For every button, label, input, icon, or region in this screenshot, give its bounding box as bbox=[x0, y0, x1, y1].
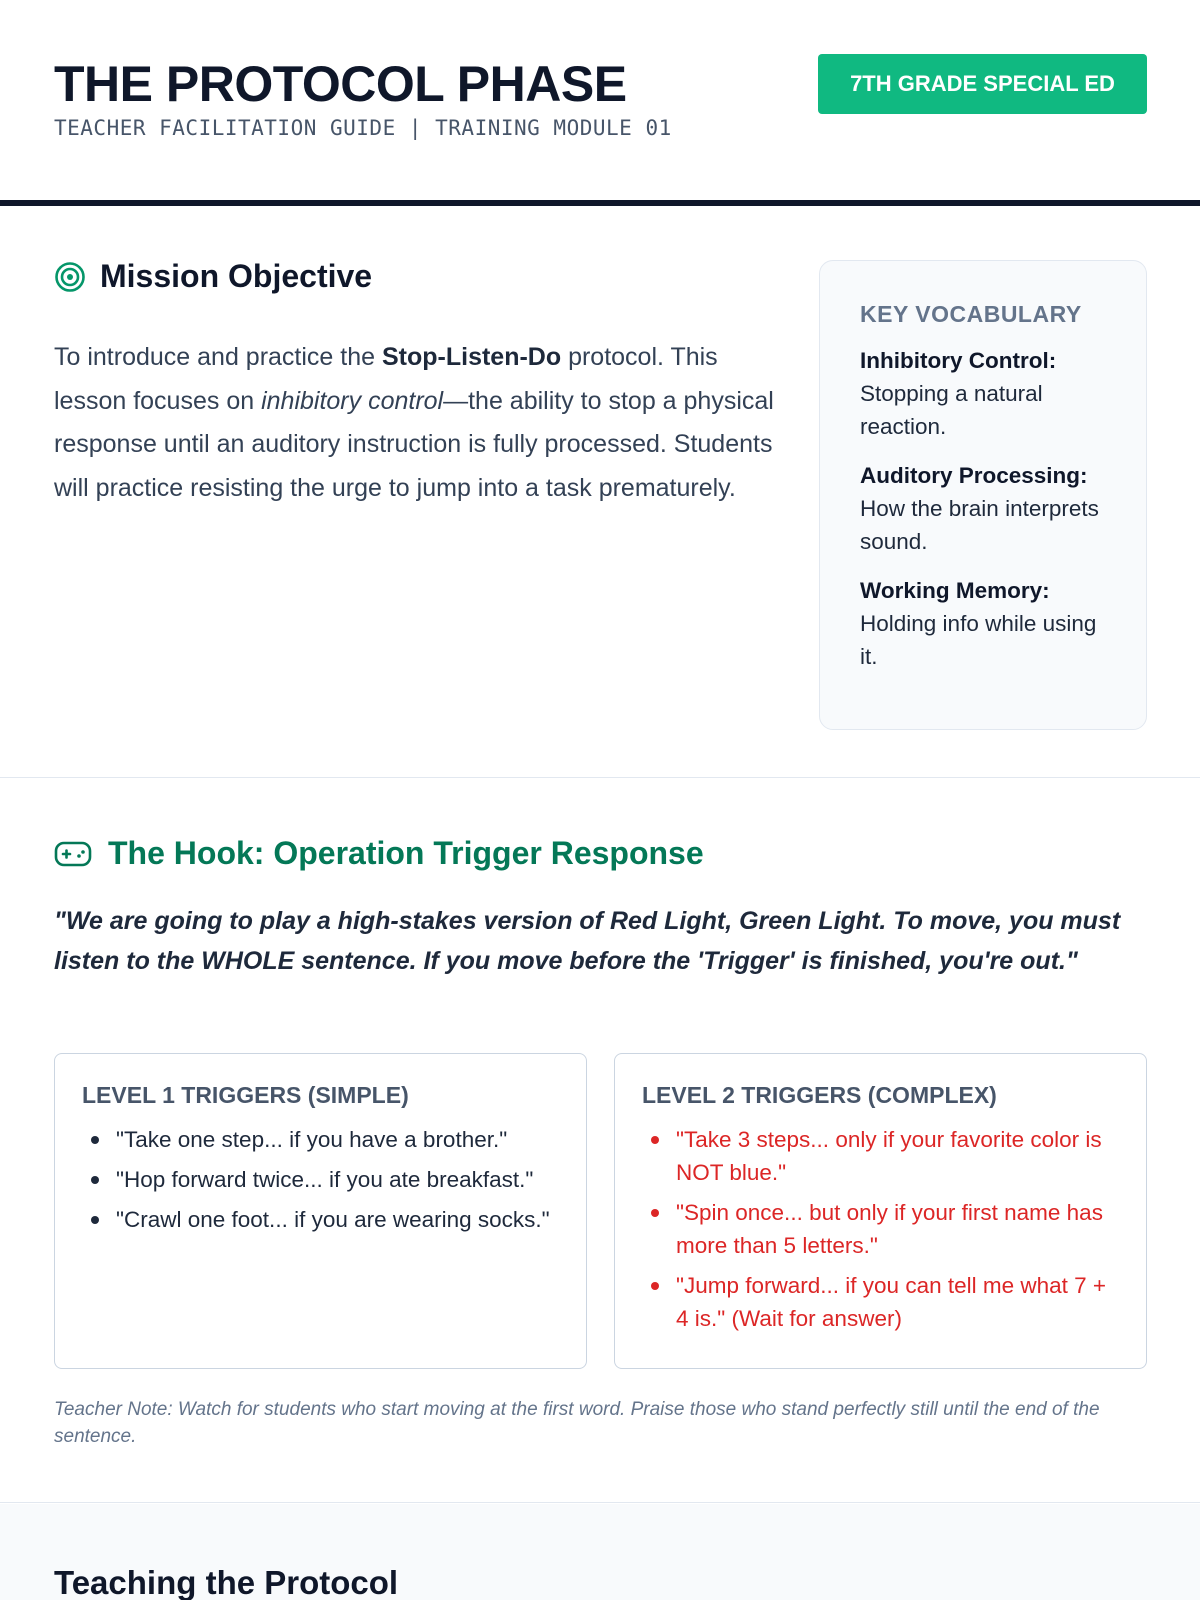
gamepad-icon bbox=[54, 839, 92, 869]
target-icon bbox=[54, 261, 86, 293]
hook-quote: "We are going to play a high-stakes version of Red Light, Green Light. To move, you must listen to the WHOLE sentence. If you move before the 'Trigger' is finished, you're out." bbox=[54, 907, 1121, 975]
teaching-title: Teaching the Protocol bbox=[54, 1564, 399, 1600]
vocab-definition: Stopping a natural reaction. bbox=[860, 381, 1043, 439]
level-1-list bbox=[82, 1123, 559, 1236]
vocab-definition: How the brain interprets sound. bbox=[860, 496, 1099, 554]
vocab-term: Working Memory: bbox=[860, 578, 1050, 603]
teaching-section bbox=[0, 1504, 1200, 1600]
hook-title: The Hook: Operation Trigger Response bbox=[108, 835, 704, 871]
list-item: "Take 3 steps... only if your favorite color is NOT blue." bbox=[642, 1123, 1119, 1189]
protocol-name: Stop-Listen-Do bbox=[381, 343, 562, 371]
vocab-term: Auditory Processing: bbox=[860, 463, 1088, 488]
vocab-item bbox=[860, 344, 1106, 443]
hook-heading bbox=[54, 835, 704, 872]
vocab-item bbox=[860, 574, 1106, 673]
page-subtitle: TEACHER FACILITATION GUIDE | TRAINING MODULE 01 bbox=[54, 116, 672, 140]
mission-objective-heading bbox=[54, 258, 372, 295]
key-vocabulary-title: KEY VOCABULARY bbox=[860, 301, 1082, 327]
list-item: "Spin once... but only if your first name has more than 5 letters." bbox=[642, 1196, 1119, 1262]
vocab-term: Inhibitory Control: bbox=[860, 348, 1057, 373]
list-item: "Take one step... if you have a brother." bbox=[82, 1123, 559, 1156]
grade-badge: 7TH GRADE SPECIAL ED bbox=[818, 54, 1147, 114]
page-header bbox=[0, 0, 1200, 206]
level-1-triggers-card bbox=[54, 1053, 587, 1369]
list-item: "Crawl one foot... if you are wearing socks." bbox=[82, 1203, 559, 1236]
hook-section bbox=[0, 779, 1200, 1503]
page-title: THE PROTOCOL PHASE bbox=[54, 56, 627, 112]
vocab-item bbox=[860, 459, 1106, 558]
list-item: "Jump forward... if you can tell me what 7 + 4 is." (Wait for answer) bbox=[642, 1269, 1119, 1335]
key-term: inhibitory control bbox=[261, 386, 444, 415]
list-item: "Hop forward twice... if you ate breakfast." bbox=[82, 1163, 559, 1196]
key-vocabulary-box bbox=[819, 260, 1147, 730]
level-1-title: LEVEL 1 TRIGGERS (SIMPLE) bbox=[82, 1082, 409, 1108]
teacher-note: Teacher Note: Watch for students who start moving at the first word. Praise those who stand perfectly still until the end of the sentence. bbox=[54, 1399, 1100, 1447]
mission-objective-section bbox=[0, 206, 1200, 778]
level-2-title: LEVEL 2 TRIGGERS (COMPLEX) bbox=[642, 1082, 997, 1108]
vocab-definition: Holding info while using it. bbox=[860, 611, 1097, 669]
level-2-triggers-card bbox=[614, 1053, 1147, 1369]
mission-objective-title: Mission Objective bbox=[100, 258, 373, 294]
mission-objective-text: To introduce and practice the Stop-Listen-Do protocol. This lesson focuses on inhibitory control—the ability to stop a physical response until an auditory instruction is fully processed. Students will practice resisting the urge to jump into a task prematurely. bbox=[54, 343, 774, 502]
level-2-list bbox=[642, 1123, 1119, 1335]
